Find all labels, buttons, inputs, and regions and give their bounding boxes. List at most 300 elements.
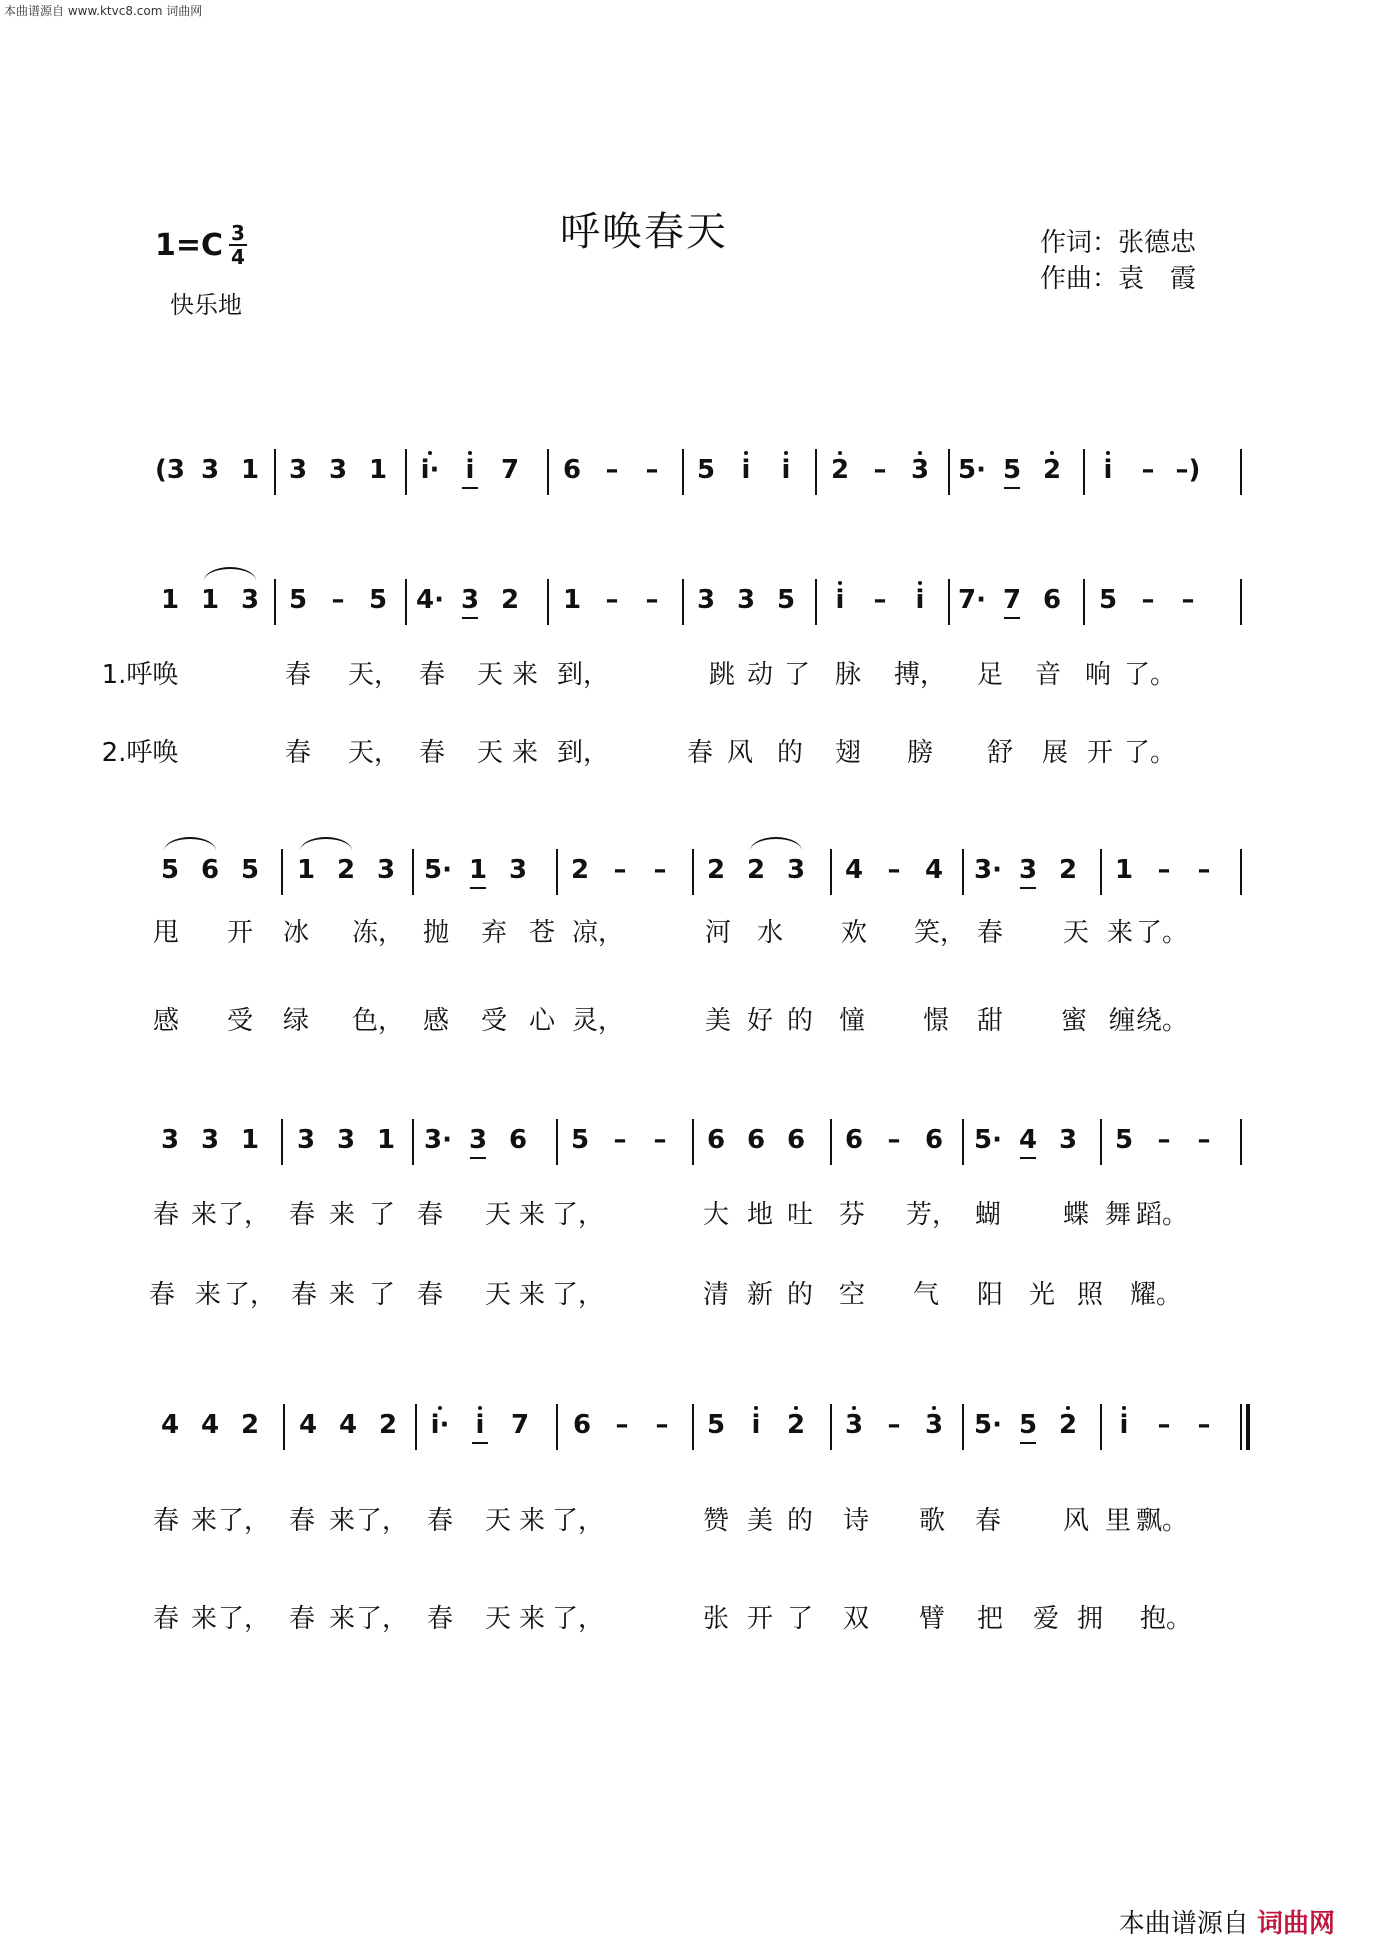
note: 3 bbox=[160, 1125, 180, 1155]
lyric-syllable: 歌 bbox=[918, 1506, 946, 1536]
note: 3 bbox=[460, 585, 480, 615]
note: – bbox=[615, 1410, 629, 1440]
note: 2 bbox=[1058, 855, 1078, 885]
barline bbox=[830, 1119, 832, 1165]
barline bbox=[815, 579, 817, 625]
barline bbox=[692, 849, 694, 895]
note: – bbox=[1157, 855, 1171, 885]
lyric-syllable: 了， bbox=[551, 1280, 605, 1310]
barline bbox=[948, 579, 950, 625]
note: – bbox=[1157, 1410, 1171, 1440]
note: 5 bbox=[706, 1410, 726, 1440]
note: – bbox=[613, 855, 627, 885]
note: i bbox=[741, 455, 751, 485]
lyric-syllable: 了 bbox=[783, 660, 811, 690]
lyric-syllable: 河 bbox=[704, 918, 732, 948]
lyric-syllable: 感 bbox=[422, 1006, 450, 1036]
lyric-syllable: 的 bbox=[786, 1506, 814, 1536]
barline bbox=[556, 1119, 558, 1165]
lyric-syllable: 张 bbox=[702, 1604, 730, 1634]
footer-credit bbox=[1119, 1903, 1335, 1940]
eighth-underline bbox=[1020, 1157, 1036, 1159]
lyric-syllable: 开 bbox=[226, 918, 254, 948]
note: 3 bbox=[1018, 855, 1038, 885]
lyric-syllable: 音 bbox=[1034, 660, 1062, 690]
lyric-syllable: 诗 bbox=[842, 1506, 870, 1536]
final-barline bbox=[1246, 1404, 1250, 1450]
octave-dot bbox=[1122, 1406, 1126, 1410]
lyric-syllable: 春 bbox=[416, 1280, 444, 1310]
note: 4 bbox=[298, 1410, 318, 1440]
note: 5· bbox=[958, 455, 986, 485]
lyric-syllable: 足 bbox=[976, 660, 1004, 690]
lyric-syllable: 双 bbox=[842, 1604, 870, 1634]
octave-dot bbox=[1106, 451, 1110, 455]
octave-dot bbox=[838, 451, 842, 455]
octave-dot bbox=[428, 451, 432, 455]
note: 5· bbox=[974, 1125, 1002, 1155]
lyric-syllable: 动 bbox=[746, 660, 774, 690]
note: – bbox=[653, 1125, 667, 1155]
lyric-syllable: 春 bbox=[426, 1506, 454, 1536]
note: 5 bbox=[160, 855, 180, 885]
lyric-syllable: 色， bbox=[351, 1006, 405, 1036]
time-top: 3 bbox=[231, 221, 245, 245]
slur bbox=[300, 837, 352, 851]
lyric-syllable: 清 bbox=[702, 1280, 730, 1310]
lyric-syllable: 把 bbox=[976, 1604, 1004, 1634]
note: 7 bbox=[1002, 585, 1022, 615]
note: 2 bbox=[746, 855, 766, 885]
note: 1 bbox=[240, 455, 260, 485]
barline bbox=[281, 849, 283, 895]
barline bbox=[962, 1404, 964, 1450]
note: – bbox=[1181, 585, 1195, 615]
note: 1 bbox=[160, 585, 180, 615]
note: 5 bbox=[1098, 585, 1118, 615]
octave-dot bbox=[468, 451, 472, 455]
lyric-syllable: 空 bbox=[838, 1280, 866, 1310]
note: 6 bbox=[746, 1125, 766, 1155]
barline bbox=[815, 449, 817, 495]
lyric-syllable: 天 bbox=[484, 1200, 512, 1230]
barline bbox=[682, 579, 684, 625]
note: 6 bbox=[1042, 585, 1062, 615]
lyric-syllable: 绕。 bbox=[1135, 1006, 1189, 1036]
lyric-syllable: 来 bbox=[518, 1280, 546, 1310]
note: –) bbox=[1175, 455, 1201, 485]
barline bbox=[405, 579, 407, 625]
lyric-syllable: 翅 bbox=[834, 738, 862, 768]
lyric-syllable: 天 bbox=[476, 660, 504, 690]
lyric-syllable: 了 bbox=[368, 1280, 396, 1310]
note: 1 bbox=[1114, 855, 1134, 885]
note: 3 bbox=[508, 855, 528, 885]
lyric-syllable: 芳， bbox=[905, 1200, 959, 1230]
lyric-syllable: 天 bbox=[484, 1506, 512, 1536]
barline bbox=[1240, 849, 1242, 895]
barline bbox=[281, 1119, 283, 1165]
note: 6 bbox=[508, 1125, 528, 1155]
note: 2 bbox=[240, 1410, 260, 1440]
lyric-syllable: 臂 bbox=[918, 1604, 946, 1634]
lyric-syllable: 春 bbox=[152, 1506, 180, 1536]
lyric-syllable: 来 bbox=[328, 1200, 356, 1230]
note: i bbox=[475, 1410, 485, 1440]
note: 4 bbox=[338, 1410, 358, 1440]
lyric-syllable: 飘。 bbox=[1135, 1506, 1189, 1536]
barline bbox=[1240, 579, 1242, 625]
lyric-syllable: 了。 bbox=[1135, 918, 1189, 948]
lyric-syllable: 甩 bbox=[152, 918, 180, 948]
note: 3 bbox=[468, 1125, 488, 1155]
lyric-syllable: 凉， bbox=[571, 918, 625, 948]
barline bbox=[405, 449, 407, 495]
barline bbox=[962, 849, 964, 895]
lyric-syllable: 美 bbox=[746, 1506, 774, 1536]
lyric-syllable: 的 bbox=[786, 1280, 814, 1310]
lyric-syllable: 开 bbox=[746, 1604, 774, 1634]
barline bbox=[412, 849, 414, 895]
lyric-syllable: 冻， bbox=[351, 918, 405, 948]
note: 6 bbox=[706, 1125, 726, 1155]
lyric-syllable: 憬 bbox=[922, 1006, 950, 1036]
note: 3 bbox=[288, 455, 308, 485]
octave-dot bbox=[438, 1406, 442, 1410]
note: 5 bbox=[368, 585, 388, 615]
note: i bbox=[915, 585, 925, 615]
lyric-syllable: 春 bbox=[418, 738, 446, 768]
note: – bbox=[331, 585, 345, 615]
eighth-underline bbox=[470, 887, 486, 889]
note: 3 bbox=[696, 585, 716, 615]
note: 5 bbox=[1114, 1125, 1134, 1155]
note: 4 bbox=[200, 1410, 220, 1440]
barline bbox=[830, 849, 832, 895]
note: 4 bbox=[1018, 1125, 1038, 1155]
barline bbox=[547, 449, 549, 495]
lyric-syllable: 照 bbox=[1076, 1280, 1104, 1310]
eighth-underline bbox=[1004, 487, 1020, 489]
eighth-underline bbox=[1004, 617, 1020, 619]
note: 4 bbox=[844, 855, 864, 885]
lyric-syllable: 了， bbox=[355, 1506, 409, 1536]
note: 2 bbox=[786, 1410, 806, 1440]
octave-dot bbox=[784, 451, 788, 455]
lyric-syllable: 春 bbox=[426, 1604, 454, 1634]
lyric-syllable: 搏， bbox=[893, 660, 947, 690]
watermark-top: 本曲谱源自 www.ktvc8.com 词曲网 bbox=[4, 4, 203, 18]
eighth-underline bbox=[462, 617, 478, 619]
note: 1 bbox=[240, 1125, 260, 1155]
lyric-syllable: 天， bbox=[347, 660, 401, 690]
octave-dot bbox=[794, 1406, 798, 1410]
note: i bbox=[465, 455, 475, 485]
lyric-syllable: 心 bbox=[528, 1006, 556, 1036]
barline bbox=[962, 1119, 964, 1165]
barline bbox=[692, 1119, 694, 1165]
lyric-syllable: 春 bbox=[288, 1200, 316, 1230]
lyric-syllable: 绿 bbox=[282, 1006, 310, 1036]
lyric-syllable: 春 bbox=[152, 1200, 180, 1230]
note: – bbox=[613, 1125, 627, 1155]
barline bbox=[412, 1119, 414, 1165]
lyric-syllable: 了。 bbox=[1123, 660, 1177, 690]
note: 7 bbox=[510, 1410, 530, 1440]
note: i bbox=[835, 585, 845, 615]
eighth-underline bbox=[462, 487, 478, 489]
note: – bbox=[1141, 585, 1155, 615]
lyric-syllable: 里 bbox=[1104, 1506, 1132, 1536]
lyric-syllable: 拥 bbox=[1076, 1604, 1104, 1634]
lyric-syllable: 了， bbox=[355, 1604, 409, 1634]
lyric-syllable: 到， bbox=[556, 660, 610, 690]
note: 3 bbox=[200, 1125, 220, 1155]
lyric-syllable: 阳 bbox=[976, 1280, 1004, 1310]
lyric-syllable: 来 bbox=[328, 1506, 356, 1536]
lyric-syllable: 蹈。 bbox=[1135, 1200, 1189, 1230]
lyric-syllable: 蝴 bbox=[974, 1200, 1002, 1230]
lyric-syllable: 缠 bbox=[1108, 1006, 1136, 1036]
octave-dot bbox=[918, 581, 922, 585]
note: – bbox=[655, 1410, 669, 1440]
note: 1 bbox=[296, 855, 316, 885]
lyric-syllable: 好 bbox=[746, 1006, 774, 1036]
note: 3 bbox=[240, 585, 260, 615]
lyric-syllable: 了， bbox=[551, 1604, 605, 1634]
lyric-syllable: 来 bbox=[1106, 918, 1134, 948]
note: 2 bbox=[336, 855, 356, 885]
footer-source: 本曲谱源自 bbox=[1118, 1909, 1249, 1939]
lyric-syllable: 风 bbox=[1062, 1506, 1090, 1536]
lyric-syllable: 来 bbox=[518, 1200, 546, 1230]
barline bbox=[274, 449, 276, 495]
note: i bbox=[1119, 1410, 1129, 1440]
barline bbox=[1083, 579, 1085, 625]
note: 6 bbox=[924, 1125, 944, 1155]
octave-dot bbox=[932, 1406, 936, 1410]
note: i bbox=[1103, 455, 1113, 485]
note: – bbox=[1141, 455, 1155, 485]
note: – bbox=[873, 455, 887, 485]
lyric-syllable: 地 bbox=[746, 1200, 774, 1230]
barline bbox=[556, 849, 558, 895]
lyric-syllable: 美 bbox=[704, 1006, 732, 1036]
lyric-syllable: 风 bbox=[726, 738, 754, 768]
lyric-syllable: 春 bbox=[288, 1506, 316, 1536]
note: 5 bbox=[1018, 1410, 1038, 1440]
note: 2 bbox=[378, 1410, 398, 1440]
barline bbox=[1240, 1119, 1242, 1165]
barline bbox=[547, 579, 549, 625]
lyric-syllable: 新 bbox=[746, 1280, 774, 1310]
time-signature bbox=[229, 223, 247, 267]
note: 4 bbox=[924, 855, 944, 885]
note: – bbox=[873, 585, 887, 615]
lyric-syllable: 气 bbox=[912, 1280, 940, 1310]
note: 2 bbox=[830, 455, 850, 485]
note: 4 bbox=[160, 1410, 180, 1440]
lyric-syllable: 了， bbox=[551, 1200, 605, 1230]
barline bbox=[1100, 1404, 1102, 1450]
note: 2 bbox=[570, 855, 590, 885]
lyric-syllable: 来 bbox=[194, 1280, 222, 1310]
lyric-syllable: 来 bbox=[511, 660, 539, 690]
lyric-syllable: 展 bbox=[1041, 738, 1069, 768]
slur bbox=[750, 837, 802, 851]
lyric-syllable: 受 bbox=[480, 1006, 508, 1036]
note: 3 bbox=[328, 455, 348, 485]
note: – bbox=[887, 1125, 901, 1155]
lyric-syllable: 2.呼唤 bbox=[101, 738, 179, 768]
lyric-syllable: 来 bbox=[190, 1604, 218, 1634]
note: 5· bbox=[424, 855, 452, 885]
note: i· bbox=[430, 1410, 450, 1440]
lyric-syllable: 来 bbox=[190, 1200, 218, 1230]
lyric-syllable: 天 bbox=[476, 738, 504, 768]
lyric-syllable: 抛 bbox=[422, 918, 450, 948]
note: 5 bbox=[1002, 455, 1022, 485]
lyric-syllable: 春 bbox=[976, 918, 1004, 948]
eighth-underline bbox=[1020, 887, 1036, 889]
lyric-syllable: 开 bbox=[1086, 738, 1114, 768]
note: 1 bbox=[468, 855, 488, 885]
note: 3 bbox=[910, 455, 930, 485]
lyric-syllable: 受 bbox=[226, 1006, 254, 1036]
note: – bbox=[605, 455, 619, 485]
lyric-syllable: 蝶 bbox=[1062, 1200, 1090, 1230]
lyric-syllable: 到， bbox=[556, 738, 610, 768]
tempo-marking: 快乐地 bbox=[170, 291, 242, 319]
note: 3 bbox=[296, 1125, 316, 1155]
octave-dot bbox=[1050, 451, 1054, 455]
lyric-syllable: 春 bbox=[416, 1200, 444, 1230]
lyric-syllable: 了， bbox=[223, 1280, 277, 1310]
lyric-syllable: 赞 bbox=[702, 1506, 730, 1536]
note: – bbox=[1157, 1125, 1171, 1155]
barline bbox=[682, 449, 684, 495]
lyric-syllable: 天， bbox=[347, 738, 401, 768]
barline bbox=[415, 1404, 417, 1450]
lyric-syllable: 舞 bbox=[1104, 1200, 1132, 1230]
lyric-syllable: 春 bbox=[284, 660, 312, 690]
barline bbox=[830, 1404, 832, 1450]
note: i· bbox=[420, 455, 440, 485]
lyric-syllable: 1.呼唤 bbox=[101, 660, 179, 690]
lyric-syllable: 了。 bbox=[1123, 738, 1177, 768]
note: 6 bbox=[562, 455, 582, 485]
lyric-syllable: 水 bbox=[756, 918, 784, 948]
octave-dot bbox=[744, 451, 748, 455]
note: 3 bbox=[844, 1410, 864, 1440]
lyric-syllable: 来 bbox=[190, 1506, 218, 1536]
note: 3· bbox=[974, 855, 1002, 885]
note: – bbox=[645, 585, 659, 615]
barline bbox=[1100, 1119, 1102, 1165]
slur bbox=[204, 567, 256, 581]
note: 7 bbox=[500, 455, 520, 485]
lyric-syllable: 吐 bbox=[786, 1200, 814, 1230]
note: – bbox=[1197, 1410, 1211, 1440]
octave-dot bbox=[852, 1406, 856, 1410]
lyric-syllable: 灵， bbox=[571, 1006, 625, 1036]
lyric-syllable: 脉 bbox=[834, 660, 862, 690]
lyric-syllable: 憧 bbox=[838, 1006, 866, 1036]
lyric-syllable: 感 bbox=[152, 1006, 180, 1036]
lyric-syllable: 跳 bbox=[708, 660, 736, 690]
note: 7· bbox=[958, 585, 986, 615]
lyric-syllable: 的 bbox=[776, 738, 804, 768]
note: 5 bbox=[240, 855, 260, 885]
note: i bbox=[751, 1410, 761, 1440]
eighth-underline bbox=[470, 1157, 486, 1159]
note: – bbox=[1197, 1125, 1211, 1155]
lyric-syllable: 春 bbox=[290, 1280, 318, 1310]
note: 6 bbox=[786, 1125, 806, 1155]
note: 3 bbox=[336, 1125, 356, 1155]
lyric-syllable: 天 bbox=[484, 1280, 512, 1310]
note: 3 bbox=[736, 585, 756, 615]
barline bbox=[274, 579, 276, 625]
eighth-underline bbox=[1020, 1442, 1036, 1444]
note: 5 bbox=[696, 455, 716, 485]
lyric-syllable: 爱 bbox=[1032, 1604, 1060, 1634]
lyric-syllable: 来 bbox=[328, 1280, 356, 1310]
note: 1 bbox=[376, 1125, 396, 1155]
note: 3 bbox=[1058, 1125, 1078, 1155]
lyricist-credit: 作词：张德忠 bbox=[1040, 228, 1197, 258]
lyric-syllable: 来 bbox=[518, 1604, 546, 1634]
barline bbox=[1083, 449, 1085, 495]
octave-dot bbox=[918, 451, 922, 455]
lyric-syllable: 抱。 bbox=[1139, 1604, 1193, 1634]
note: 3 bbox=[786, 855, 806, 885]
note: 3 bbox=[200, 455, 220, 485]
note: 2 bbox=[1058, 1410, 1078, 1440]
barline bbox=[283, 1404, 285, 1450]
barline bbox=[1240, 449, 1242, 495]
barline bbox=[556, 1404, 558, 1450]
barline bbox=[948, 449, 950, 495]
footer-brand: 词曲网 bbox=[1256, 1909, 1335, 1939]
lyric-syllable: 了， bbox=[217, 1506, 271, 1536]
octave-dot bbox=[478, 1406, 482, 1410]
slur bbox=[164, 837, 216, 851]
song-title: 呼唤春天 bbox=[560, 209, 728, 255]
lyric-syllable: 冰 bbox=[282, 918, 310, 948]
lyric-syllable: 苍 bbox=[528, 918, 556, 948]
lyric-syllable: 了， bbox=[217, 1200, 271, 1230]
lyric-syllable: 响 bbox=[1084, 660, 1112, 690]
composer-credit: 作曲：袁 霞 bbox=[1040, 264, 1197, 294]
eighth-underline bbox=[472, 1442, 488, 1444]
lyric-syllable: 大 bbox=[702, 1200, 730, 1230]
lyric-syllable: 春 bbox=[284, 738, 312, 768]
lyric-syllable: 来 bbox=[518, 1506, 546, 1536]
lyric-syllable: 蜜 bbox=[1060, 1006, 1088, 1036]
note: 6 bbox=[200, 855, 220, 885]
note: 5· bbox=[974, 1410, 1002, 1440]
note: 3 bbox=[924, 1410, 944, 1440]
note: – bbox=[605, 585, 619, 615]
lyric-syllable: 了 bbox=[368, 1200, 396, 1230]
note: 5 bbox=[570, 1125, 590, 1155]
lyric-syllable: 耀。 bbox=[1129, 1280, 1183, 1310]
lyric-syllable: 了 bbox=[786, 1604, 814, 1634]
note: – bbox=[1197, 855, 1211, 885]
note: 1 bbox=[368, 455, 388, 485]
lyric-syllable: 舒 bbox=[986, 738, 1014, 768]
